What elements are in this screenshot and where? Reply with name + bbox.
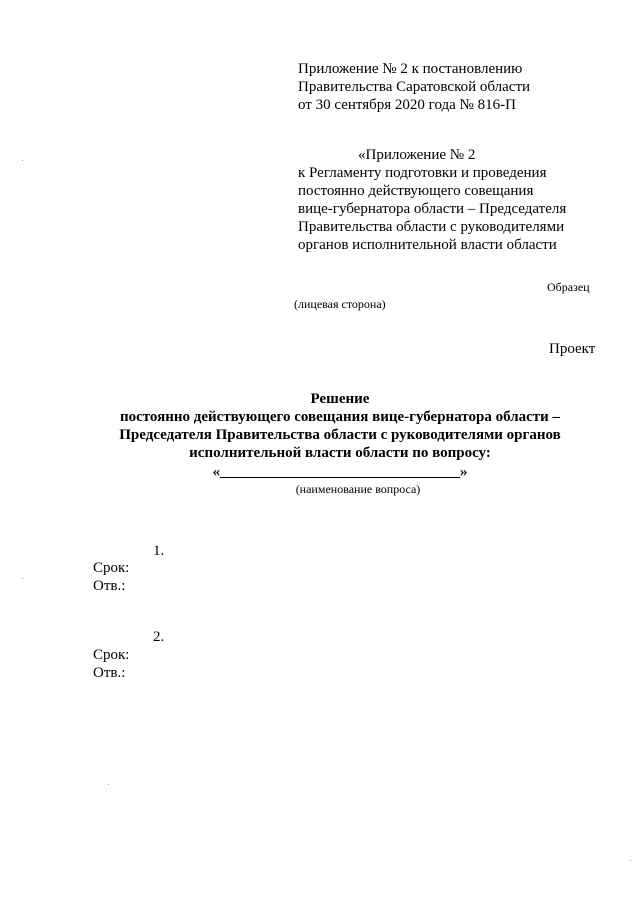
deadline-label: Срок: [93,647,130,663]
header-line-1: Приложение № 2 к постановлению [298,61,523,77]
face-side-label: (лицевая сторона) [294,297,386,311]
appendix-line-5: Правительства области с руководителями [298,219,565,235]
responsible-label: Отв.: [93,665,126,681]
title-line-2: постоянно действующего совещания вице-губернатора области – [119,409,561,425]
sample-label: Образец [547,280,590,294]
scan-speck [22,160,23,161]
scan-speck [108,784,109,785]
header-line-3: от 30 сентября 2020 года № 816-П [298,97,516,113]
appendix-line-2: к Регламенту подготовки и проведения [298,165,547,181]
appendix-line-4: вице-губернатора области – Председателя [298,201,567,217]
title-line-3: Председателя Правительства области с руководителями органов [119,427,561,443]
deadline-label: Срок: [93,560,130,576]
title-heading: Решение [310,391,370,407]
appendix-line-3: постоянно действующего совещания [298,183,534,199]
item-number: 1. [153,543,165,559]
question-caption: (наименование вопроса) [295,482,421,496]
header-line-2: Правительства Саратовской области [298,79,531,95]
title-line-4: исполнительной власти области по вопросу: [189,445,491,461]
scan-speck [630,860,631,861]
question-blank-line: «________________________________» [212,464,468,480]
scan-speck [22,578,23,579]
item-number: 2. [153,629,165,645]
appendix-line-1: «Приложение № 2 [358,147,476,163]
responsible-label: Отв.: [93,578,126,594]
appendix-line-6: органов исполнительной власти области [298,237,557,253]
draft-label: Проект [549,341,596,357]
